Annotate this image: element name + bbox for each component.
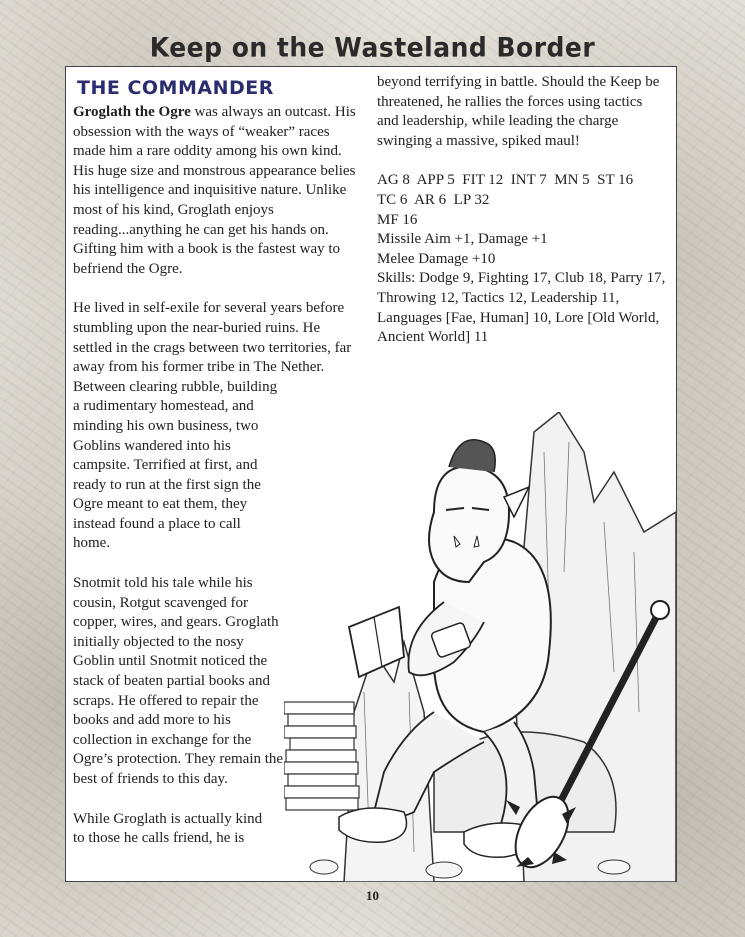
stats-line-3: MF 16 bbox=[377, 211, 418, 228]
right-column bbox=[377, 73, 667, 348]
intro-text: was always an outcast. His obsession with the ways of “weaker” races made him a rare oddity among his own kind. His huge size and monstrous appearance belies his intelligence and inquisitive nature. Unlike most of his kind, Groglath enjoys reading...anything he can get his hands on. Gifting him with a book is the fastest way to befriend the Ogre. bbox=[73, 104, 356, 277]
paragraph-intro bbox=[73, 103, 363, 279]
stat-block bbox=[377, 171, 667, 347]
character-name: Groglath the Ogre bbox=[73, 104, 191, 120]
page-number: 10 bbox=[366, 888, 379, 903]
exile-text-b: a rudimentary homestead, and minding his own business, two Goblins wandered into his campsite. Terrified at first, and ready to run at the first sign the Ogre meant to eat them, they instead found a place to call home. bbox=[73, 398, 261, 552]
melee-line: Melee Damage +10 bbox=[377, 250, 496, 267]
content-box bbox=[65, 66, 677, 882]
exile-text-a: He lived in self-exile for several years before stumbling upon the near-buried ruins. He settled in the crags between two territories, far away from his former tribe in The Nether. Between clearing rubble, building bbox=[73, 300, 352, 395]
page-header-title: Keep on the Wasteland Border bbox=[149, 32, 596, 63]
ogre-reading-illustration bbox=[284, 412, 676, 882]
section-title: THE COMMANDER bbox=[77, 77, 274, 99]
kind-text: While Groglath is actually kind to those he calls friend, he is bbox=[73, 810, 263, 847]
paragraph-battle: beyond terrifying in battle. Should the Keep be threatened, he rallies the forces using tactics and leadership, while leading the charge swinging a massive, spiked maul! bbox=[377, 74, 660, 149]
skills-line: Skills: Dodge 9, Fighting 17, Club 18, Parry 17, Throwing 12, Tactics 12, Leadership 11, Languages [Fae, Human] 10, Lore [Old World, Ancient World] 11 bbox=[377, 270, 666, 346]
missile-line: Missile Aim +1, Damage +1 bbox=[377, 231, 548, 248]
snotmit-text: Snotmit told his tale while his cousin, Rotgut scavenged for copper, wires, and gears. Groglath initially objected to the nosy Goblin until Snotmit noticed the stack of beaten partial books and scraps. He offered to repair the books and add more to his collection in exchange for the Ogre’s protection. They remain the best of friends to this day. bbox=[73, 575, 284, 787]
stats-line-2: TC 6 AR 6 LP 32 bbox=[377, 191, 490, 208]
stats-line-1: AG 8 APP 5 FIT 12 INT 7 MN 5 ST 16 bbox=[377, 172, 634, 189]
